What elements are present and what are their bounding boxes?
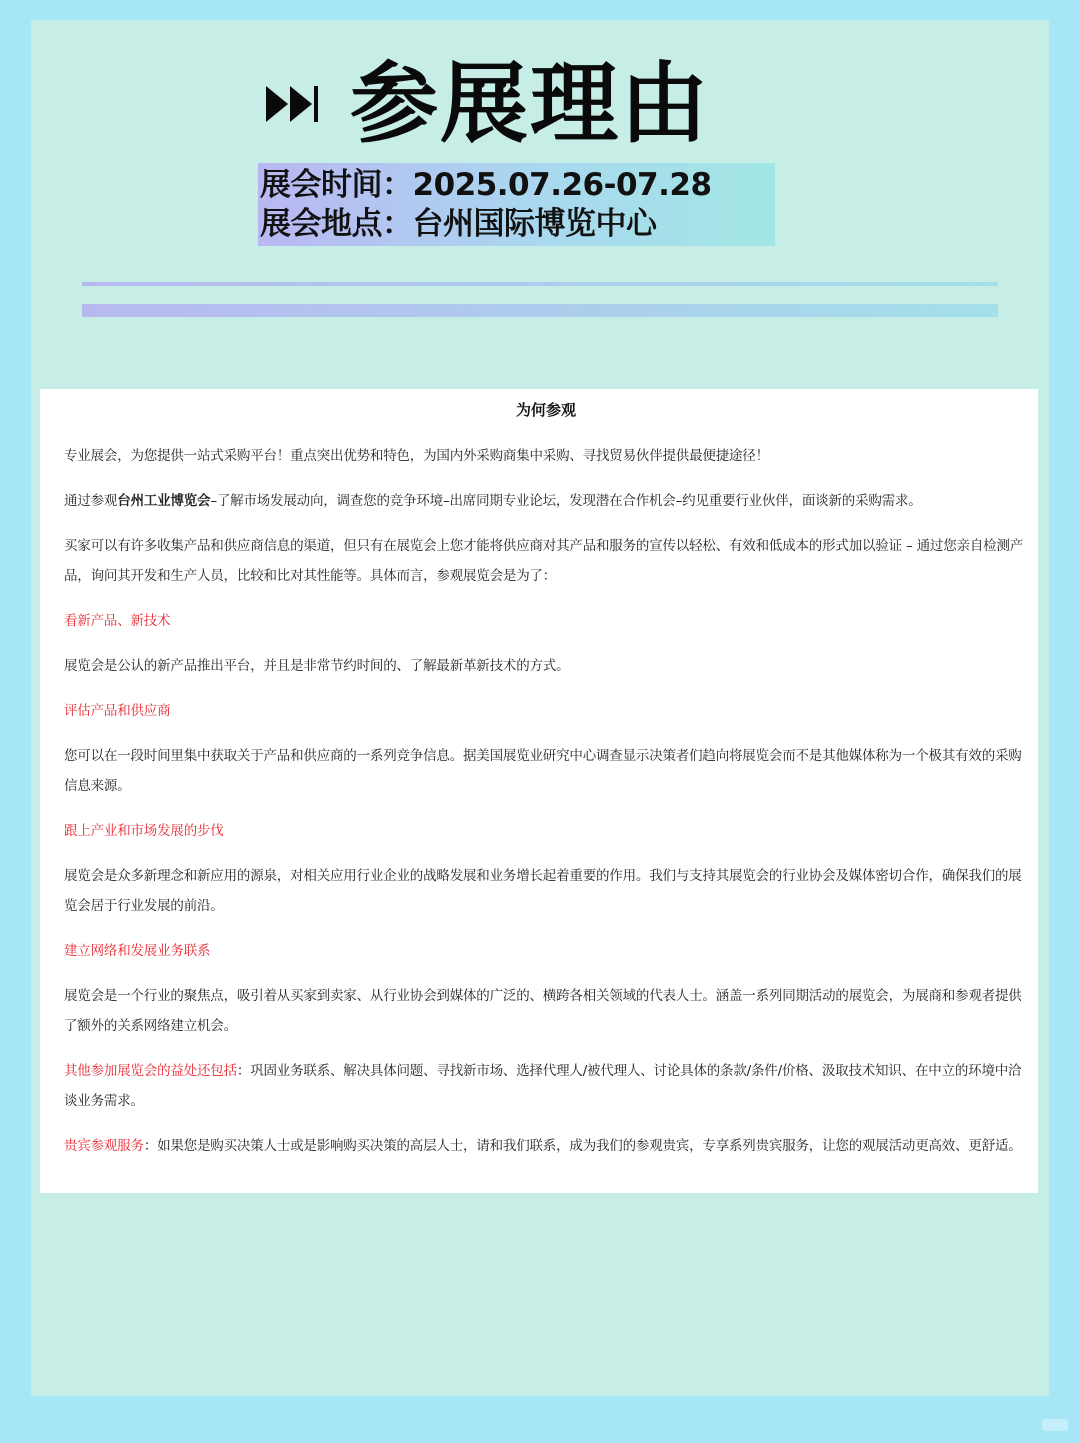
- card-title: 为何参观: [515, 401, 576, 419]
- page-title: 参展理由: [350, 52, 711, 155]
- divider-thick: [82, 304, 998, 317]
- other-benefits-body: ：巩固业务联系、解决具体问题、寻找新市场、选择代理人/被代理人、讨论具体的条款/条件/价格、汲取技术知识、在中立的环境中洽谈业务需求。: [64, 1063, 1022, 1109]
- section-body-industry-pace: 展览会是众多新理念和新应用的源泉，对相关应用行业企业的战略发展和业务增长起着重要的作用。我们与支持其展览会的行业协会及媒体密切合作，确保我们的展览会居于行业发展的前沿。: [64, 868, 1022, 914]
- section-heading-industry-pace: 跟上产业和市场发展的步伐: [64, 823, 224, 839]
- vip-service-paragraph: [64, 1131, 1028, 1161]
- other-benefits-paragraph: [64, 1056, 1028, 1116]
- section-body-network: 展览会是一个行业的聚焦点，吸引着从买家到卖家、从行业协会到媒体的广泛的、横跨各相关领域的代表人士。涵盖一系列同期活动的展览会，为展商和参观者提供了额外的关系网络建立机会。: [64, 988, 1022, 1034]
- vip-service-body: ：如果您是购买决策人士或是影响购买决策的高层人士，请和我们联系，成为我们的参观贵宾，专享系列贵宾服务，让您的观展活动更高效、更舒适。: [143, 1138, 1022, 1154]
- section-body-new-products: 展览会是公认的新产品推出平台，并且是非常节约时间的、了解最新革新技术的方式。: [64, 658, 570, 674]
- section-heading-network: 建立网络和发展业务联系: [64, 943, 211, 959]
- content-card: [40, 389, 1038, 1193]
- visit-text-after: –了解市场发展动向，调查您的竞争环境–出席同期专业论坛，发现潜在合作机会–约见重要行业伙伴，面谈新的采购需求。: [210, 493, 922, 509]
- title-row: [264, 52, 710, 156]
- section-heading-evaluate: 评估产品和供应商: [64, 703, 171, 719]
- vip-service-heading: 贵宾参观服务: [64, 1138, 144, 1154]
- section-heading-new-products: 看新产品、新技术: [64, 613, 171, 629]
- info-box: [258, 163, 775, 246]
- exhibition-date: 展会时间：2025.07.26-07.28: [260, 167, 712, 203]
- divider-thin: [82, 282, 998, 286]
- fast-forward-icon: [264, 82, 322, 126]
- visit-text-before: 通过参观: [64, 493, 118, 509]
- watermark-badge: [1042, 1419, 1068, 1431]
- buyer-paragraph: 买家可以有许多收集产品和供应商信息的渠道，但只有在展览会上您才能将供应商对其产品和服务的宣传以轻松、有效和低成本的形式加以验证 – 通过您亲自检测产品，询问其开发和生产人员，比较和比对其性能等。具体而言，参观展览会是为了：: [64, 538, 1024, 584]
- intro-paragraph: 专业展会，为您提供一站式采购平台！重点突出优势和特色，为国内外采购商集中采购、寻找贸易伙伴提供最便捷途径！: [64, 448, 769, 464]
- section-body-evaluate: 您可以在一段时间里集中获取关于产品和供应商的一系列竞争信息。据美国展览业研究中心调查显示决策者们趋向将展览会而不是其他媒体称为一个极其有效的采购信息来源。: [64, 748, 1022, 794]
- other-benefits-heading: 其他参加展览会的益处还包括: [64, 1063, 237, 1079]
- expo-name: 台州工业博览会: [117, 493, 211, 509]
- exhibition-venue: 展会地点：台州国际博览中心: [260, 206, 657, 242]
- visit-paragraph: [64, 486, 1028, 516]
